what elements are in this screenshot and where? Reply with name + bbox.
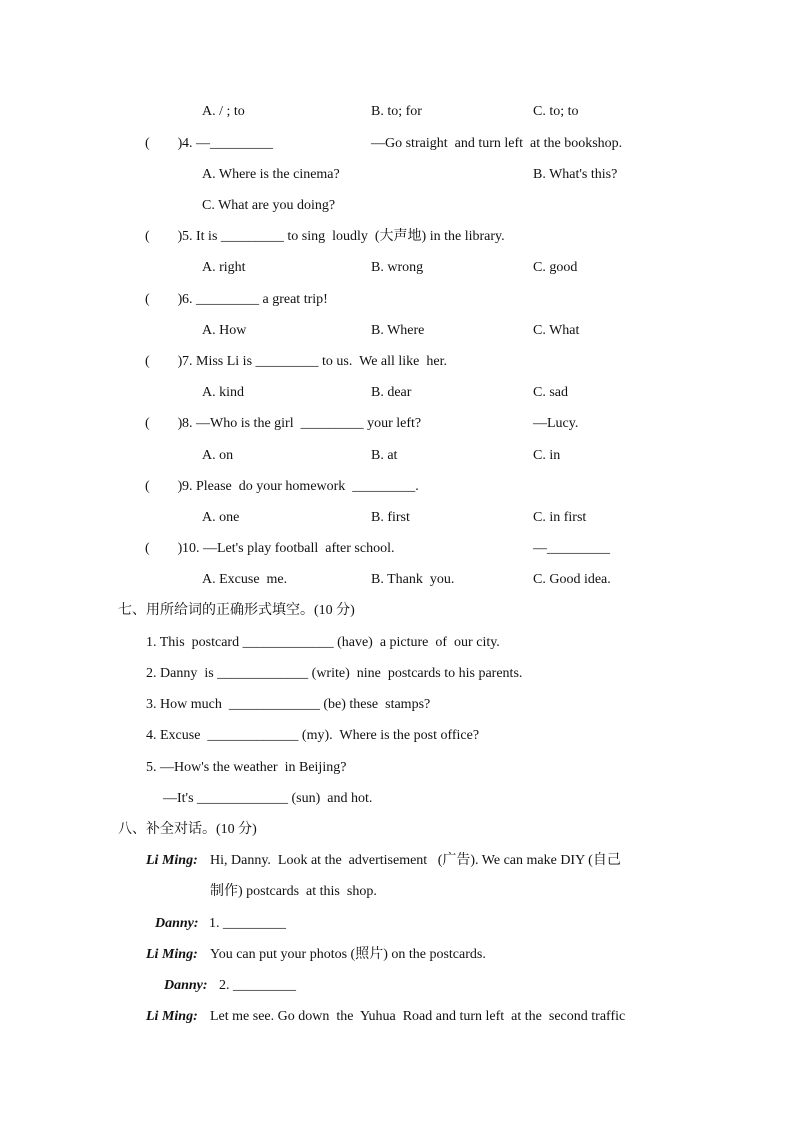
question-stem: 7. Miss Li is _________ to us. We all like her. [182, 354, 447, 369]
question-reply: —Lucy. [533, 416, 579, 431]
q9-option-b: B. first [371, 510, 410, 525]
q3-option-b: B. to; for [371, 104, 422, 119]
question-stem: 5. It is _________ to sing loudly (大声地) in the library. [182, 229, 505, 244]
section-heading: 七、用所给词的正确形式填空。(10 分) [118, 603, 355, 618]
fill-in-item: 5. —How's the weather in Beijing? [146, 760, 347, 775]
speaker-label: Li Ming: [146, 1009, 198, 1024]
q4-option-a: A. Where is the cinema? [202, 167, 340, 182]
q6-option-c: C. What [533, 323, 580, 338]
fill-in-item: 1. This postcard _____________ (have) a picture of our city. [146, 635, 500, 650]
dialogue-line: You can put your photos (照片) on the postcards. [210, 947, 486, 962]
question-reply: —Go straight and turn left at the bookshop. [371, 136, 623, 151]
answer-bracket[interactable]: ( ) [145, 416, 183, 431]
dialogue-line: 2. _________ [219, 978, 296, 993]
question-stem: 8. —Who is the girl _________ your left? [182, 416, 422, 431]
q10-option-b: B. Thank you. [371, 572, 455, 587]
fill-in-item: —It's _____________ (sun) and hot. [163, 791, 373, 806]
speaker-label: Li Ming: [146, 947, 198, 962]
q5-option-c: C. good [533, 260, 578, 275]
q4-option-c: C. What are you doing? [202, 198, 336, 213]
q5-option-a: A. right [202, 260, 246, 275]
speaker-label: Li Ming: [146, 853, 198, 868]
q7-option-c: C. sad [533, 385, 568, 400]
question-reply: —_________ [533, 541, 610, 556]
section-heading: 八、补全对话。(10 分) [118, 822, 257, 837]
question-stem: 6. _________ a great trip! [182, 292, 328, 307]
answer-bracket[interactable]: ( ) [145, 354, 183, 369]
q5-option-b: B. wrong [371, 260, 424, 275]
dialogue-line: Hi, Danny. Look at the advertisement (广告). We can make DIY (自己 [210, 853, 621, 868]
speaker-label: Danny: [155, 916, 199, 931]
q8-option-b: B. at [371, 448, 398, 463]
fill-in-item: 2. Danny is _____________ (write) nine postcards to his parents. [146, 666, 523, 681]
answer-bracket[interactable]: ( ) [145, 479, 183, 494]
q4-option-b: B. What's this? [533, 167, 618, 182]
question-stem: 9. Please do your homework _________. [182, 479, 419, 494]
q7-option-a: A. kind [202, 385, 244, 400]
q6-option-a: A. How [202, 323, 247, 338]
q10-option-c: C. Good idea. [533, 572, 611, 587]
fill-in-item: 4. Excuse _____________ (my). Where is the post office? [146, 728, 480, 743]
q7-option-b: B. dear [371, 385, 412, 400]
question-stem: 10. —Let's play football after school. [182, 541, 395, 556]
speaker-label: Danny: [164, 978, 208, 993]
q10-option-a: A. Excuse me. [202, 572, 288, 587]
fill-in-item: 3. How much _____________ (be) these stamps? [146, 697, 431, 712]
q3-option-c: C. to; to [533, 104, 579, 119]
question-stem: 4. —_________ [182, 136, 273, 151]
q9-option-c: C. in first [533, 510, 587, 525]
dialogue-line: Let me see. Go down the Yuhua Road and turn left at the second traffic [210, 1009, 626, 1024]
answer-bracket[interactable]: ( ) [145, 541, 183, 556]
q3-option-a: A. / ; to [202, 104, 245, 119]
answer-bracket[interactable]: ( ) [145, 136, 183, 151]
q8-option-c: C. in [533, 448, 561, 463]
answer-bracket[interactable]: ( ) [145, 229, 183, 244]
dialogue-line: 1. _________ [209, 916, 286, 931]
q8-option-a: A. on [202, 448, 234, 463]
q9-option-a: A. one [202, 510, 240, 525]
answer-bracket[interactable]: ( ) [145, 292, 183, 307]
dialogue-line: 制作) postcards at this shop. [210, 884, 377, 899]
q6-option-b: B. Where [371, 323, 425, 338]
